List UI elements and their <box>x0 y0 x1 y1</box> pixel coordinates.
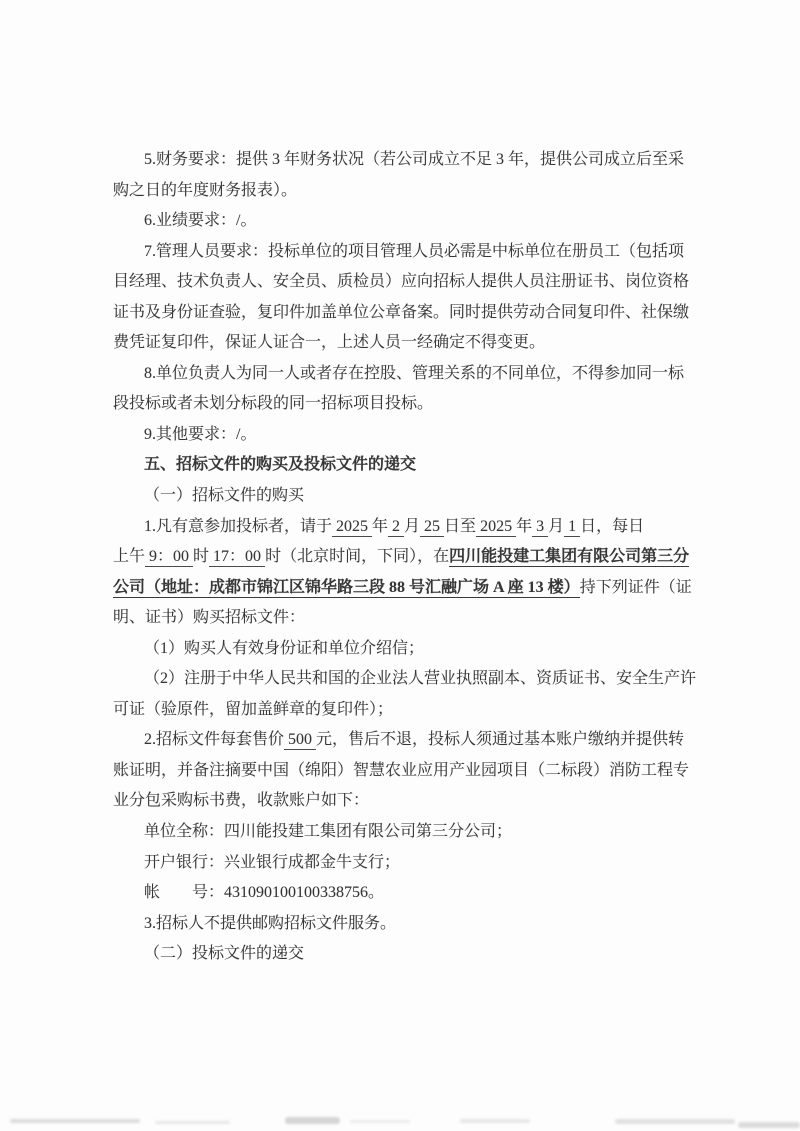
text: 日，每日 <box>580 517 645 535</box>
text-line <box>113 359 698 390</box>
text: 5.财务要求：提供 3 年财务状况（若公司成立不足 3 年，提供公司成立后至采 <box>144 151 685 168</box>
text-line <box>113 237 698 268</box>
underlined-text: 500 <box>284 731 317 749</box>
text: 证书及身份证查验，复印件加盖单位公章备案。同时提供劳动合同复印件、社保缴 <box>113 303 690 321</box>
text: 月 <box>548 517 565 535</box>
text: 1.凡有意参加投标者，请于 <box>144 517 333 535</box>
text: 单位全称：四川能投建工集团有限公司第三分公司； <box>144 823 513 841</box>
underlined-text: 3 <box>532 517 549 535</box>
text: 可证（验原件，留加盖鲜章的复印件）； <box>113 700 394 718</box>
text-line <box>113 267 698 298</box>
text-line <box>113 725 698 756</box>
text-line <box>113 481 698 512</box>
text: 持下列证件（证 <box>579 578 692 596</box>
underlined-text: 2 <box>388 517 405 535</box>
text: 业分包采购标书费，收款账户如下： <box>113 792 370 810</box>
document-body <box>113 145 698 970</box>
underlined-text: 1 <box>564 517 581 535</box>
text-line <box>113 786 698 817</box>
underlined-text: 17：00 <box>209 548 266 566</box>
text-line <box>113 756 698 787</box>
text: 明、证书）购买招标文件： <box>113 609 306 627</box>
text-line <box>113 176 698 207</box>
text: （一）招标文件的购买 <box>144 487 305 505</box>
text-line <box>113 206 698 237</box>
text: （1）购买人有效身份证和单位介绍信； <box>144 639 425 657</box>
text: 9.其他要求：/。 <box>144 425 257 443</box>
text: 上午 <box>113 548 146 566</box>
text-line <box>113 298 698 329</box>
scan-smudge <box>738 1122 800 1128</box>
text-line <box>113 512 698 543</box>
text: 日至 <box>444 517 477 535</box>
scan-smudge <box>460 1119 530 1123</box>
text: 3.招标人不提供邮购招标文件服务。 <box>144 914 397 932</box>
text-line <box>113 145 698 176</box>
text: 年 <box>372 517 389 535</box>
text-line <box>113 634 698 665</box>
scan-smudge <box>615 1119 735 1124</box>
text-line <box>113 573 698 604</box>
text: 2.招标文件每套售价 <box>144 731 285 749</box>
scan-smudge <box>350 1120 410 1123</box>
underlined-text: 2025 <box>332 517 373 535</box>
text-line <box>113 878 698 909</box>
underlined-text: 公司（地址：成都市锦江区锦华路三段 88 号汇融广场 A 座 13 楼） <box>113 578 580 596</box>
text: 时 <box>193 548 210 566</box>
text: （2）注册于中华人民共和国的企业法人营业执照副本、资质证书、安全生产许 <box>144 670 697 688</box>
text: 元，售后不退，投标人须通过基本账户缴纳并提供转 <box>316 731 685 749</box>
underlined-text: 9：00 <box>145 548 194 566</box>
text: 6.业绩要求：/。 <box>144 212 257 230</box>
text-line <box>113 389 698 420</box>
text-line <box>113 695 698 726</box>
text: 帐 号：431090100100338756。 <box>144 884 385 902</box>
text: （二）投标文件的递交 <box>144 945 305 963</box>
text: 8.单位负责人为同一人或者存在控股、管理关系的不同单位，不得参加同一标 <box>144 364 685 382</box>
text-line <box>113 848 698 879</box>
text: 7.管理人员要求：投标单位的项目管理人员必需是中标单位在册员工（包括项 <box>144 242 685 260</box>
underlined-text: 2025 <box>476 517 517 535</box>
text-line <box>113 542 698 573</box>
text-line <box>113 328 698 359</box>
underlined-text: 四川能投建工集团有限公司第三分 <box>449 548 690 566</box>
text: 月 <box>404 517 421 535</box>
text: 时（北京时间，下同），在 <box>265 548 450 566</box>
scan-smudge <box>155 1121 230 1124</box>
text-line <box>113 939 698 970</box>
text: 目经理、技术负责人、安全员、质检员）应向招标人提供人员注册证书、岗位资格 <box>113 273 690 291</box>
text-line <box>113 909 698 940</box>
text-line <box>113 603 698 634</box>
text: 购之日的年度财务报表）。 <box>113 181 298 199</box>
text-line <box>113 420 698 451</box>
text: 费凭证复印件，保证人证合一，上述人员一经确定不得变更。 <box>113 334 546 352</box>
text: 开户银行：兴业银行成都金牛支行； <box>144 853 401 871</box>
text-line <box>113 450 698 481</box>
scan-smudge <box>285 1117 340 1124</box>
bold-heading-text: 五、招标文件的购买及投标文件的递交 <box>144 456 417 474</box>
text-line <box>113 664 698 695</box>
text: 账证明，并备注摘要中国（绵阳）智慧农业应用产业园项目（二标段）消防工程专 <box>113 761 690 779</box>
text: 年 <box>516 517 533 535</box>
scan-smudge <box>10 1119 140 1123</box>
text-line <box>113 817 698 848</box>
text: 段投标或者未划分标段的同一招标项目投标。 <box>113 395 434 413</box>
underlined-text: 25 <box>420 517 445 535</box>
